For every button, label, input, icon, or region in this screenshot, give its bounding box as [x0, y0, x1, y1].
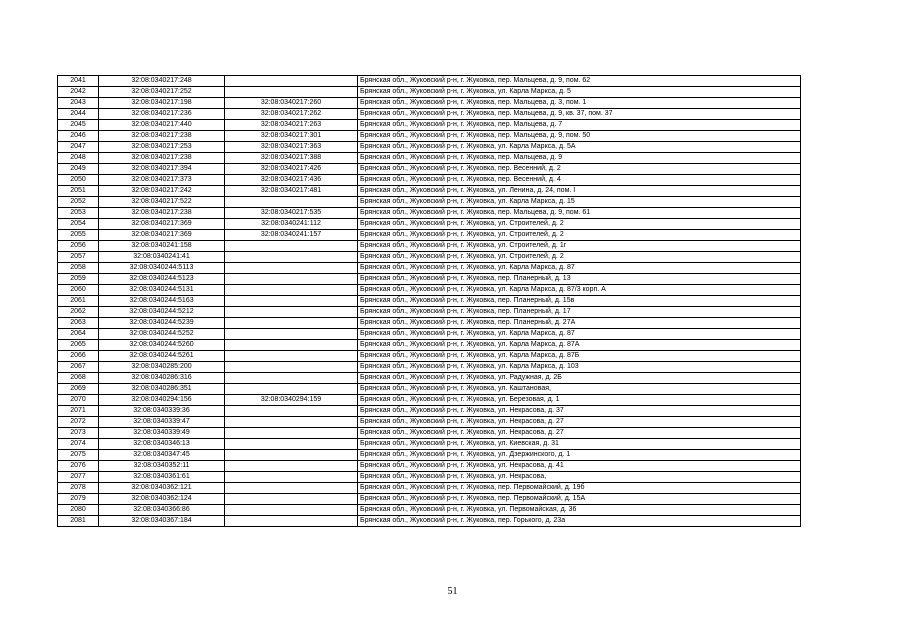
related-cadastral-number-cell — [225, 340, 358, 351]
table-row — [58, 307, 801, 318]
address-cell: Брянская обл., Жуковский р-н, г. Жуковка, пер. Весенний, д. 2 — [358, 164, 801, 175]
address-cell: Брянская обл., Жуковский р-н, г. Жуковка, ул. Карла Маркса, д. 87/3 корп. А — [358, 285, 801, 296]
related-cadastral-number-cell — [225, 252, 358, 263]
address-cell: Брянская обл., Жуковский р-н, г. Жуковка, пер. Планерный, д. 15в — [358, 296, 801, 307]
related-cadastral-number-cell — [225, 373, 358, 384]
related-cadastral-number-cell — [225, 87, 358, 98]
related-cadastral-number-cell — [225, 384, 358, 395]
table-row — [58, 263, 801, 274]
address-cell: Брянская обл., Жуковский р-н, г. Жуковка, ул. Строителей, д. 2 — [358, 219, 801, 230]
cadastral-number-cell: 32:08:0340217:440 — [99, 120, 225, 131]
table-row — [58, 461, 801, 472]
row-number-cell: 2049 — [58, 164, 99, 175]
cadastral-number-cell: 32:08:0340362:124 — [99, 494, 225, 505]
table-row — [58, 175, 801, 186]
row-number-cell: 2076 — [58, 461, 99, 472]
related-cadastral-number-cell — [225, 274, 358, 285]
related-cadastral-number-cell: 32:08:0340217:436 — [225, 175, 358, 186]
cadastral-number-cell: 32:08:0340339:36 — [99, 406, 225, 417]
row-number-cell: 2056 — [58, 241, 99, 252]
table-row — [58, 219, 801, 230]
cadastral-number-cell: 32:08:0340241:158 — [99, 241, 225, 252]
table-row — [58, 109, 801, 120]
table-row — [58, 230, 801, 241]
row-number-cell: 2079 — [58, 494, 99, 505]
row-number-cell: 2071 — [58, 406, 99, 417]
table-row — [58, 483, 801, 494]
related-cadastral-number-cell: 32:08:0340217:363 — [225, 142, 358, 153]
address-cell: Брянская обл., Жуковский р-н, г. Жуковка, ул. Некрасова, — [358, 472, 801, 483]
cadastral-number-cell: 32:08:0340217:253 — [99, 142, 225, 153]
cadastral-number-cell: 32:08:0340244:5163 — [99, 296, 225, 307]
cadastral-number-cell: 32:08:0340217:238 — [99, 208, 225, 219]
related-cadastral-number-cell — [225, 516, 358, 527]
address-cell: Брянская обл., Жуковский р-н, г. Жуковка, ул. Карла Маркса, д. 87 — [358, 329, 801, 340]
row-number-cell: 2073 — [58, 428, 99, 439]
cadastral-number-cell: 32:08:0340244:5131 — [99, 285, 225, 296]
related-cadastral-number-cell: 32:08:0340294:159 — [225, 395, 358, 406]
related-cadastral-number-cell: 32:08:0340217:388 — [225, 153, 358, 164]
table-row — [58, 186, 801, 197]
table-row — [58, 296, 801, 307]
address-cell: Брянская обл., Жуковский р-н, г. Жуковка, ул. Строителей, д. 1г — [358, 241, 801, 252]
row-number-cell: 2070 — [58, 395, 99, 406]
address-cell: Брянская обл., Жуковский р-н, г. Жуковка, пер. Планерный, д. 17 — [358, 307, 801, 318]
address-cell: Брянская обл., Жуковский р-н, г. Жуковка, пер. Первомайский, д. 19б — [358, 483, 801, 494]
related-cadastral-number-cell — [225, 362, 358, 373]
related-cadastral-number-cell: 32:08:0340217:426 — [225, 164, 358, 175]
row-number-cell: 2072 — [58, 417, 99, 428]
address-cell: Брянская обл., Жуковский р-н, г. Жуковка, ул. Карла Маркса, д. 5 — [358, 87, 801, 98]
row-number-cell: 2077 — [58, 472, 99, 483]
row-number-cell: 2081 — [58, 516, 99, 527]
row-number-cell: 2058 — [58, 263, 99, 274]
address-cell: Брянская обл., Жуковский р-н, г. Жуковка, пер. Мальцева, д. 9, пом. 50 — [358, 131, 801, 142]
address-cell: Брянская обл., Жуковский р-н, г. Жуковка, пер. Горького, д. 23а — [358, 516, 801, 527]
related-cadastral-number-cell: 32:08:0340217:481 — [225, 186, 358, 197]
related-cadastral-number-cell — [225, 318, 358, 329]
table-row — [58, 351, 801, 362]
registry-table — [57, 75, 801, 527]
table-row — [58, 516, 801, 527]
table-row — [58, 197, 801, 208]
cadastral-number-cell: 32:08:0340217:248 — [99, 76, 225, 87]
related-cadastral-number-cell: 32:08:0340217:263 — [225, 120, 358, 131]
address-cell: Брянская обл., Жуковский р-н, г. Жуковка, ул. Некрасова, д. 27 — [358, 417, 801, 428]
address-cell: Брянская обл., Жуковский р-н, г. Жуковка, пер. Мальцева, д. 7 — [358, 120, 801, 131]
row-number-cell: 2048 — [58, 153, 99, 164]
cadastral-number-cell: 32:08:0340362:121 — [99, 483, 225, 494]
cadastral-number-cell: 32:08:0340244:5113 — [99, 263, 225, 274]
cadastral-number-cell: 32:08:0340217:369 — [99, 230, 225, 241]
address-cell: Брянская обл., Жуковский р-н, г. Жуковка, пер. Планерный, д. 27А — [358, 318, 801, 329]
cadastral-number-cell: 32:08:0340217:198 — [99, 98, 225, 109]
cadastral-number-cell: 32:08:0340285:200 — [99, 362, 225, 373]
cadastral-number-cell: 32:08:0340286:316 — [99, 373, 225, 384]
cadastral-number-cell: 32:08:0340244:5261 — [99, 351, 225, 362]
table-row — [58, 395, 801, 406]
row-number-cell: 2075 — [58, 450, 99, 461]
related-cadastral-number-cell — [225, 428, 358, 439]
table-row — [58, 252, 801, 263]
table-row — [58, 362, 801, 373]
row-number-cell: 2051 — [58, 186, 99, 197]
address-cell: Брянская обл., Жуковский р-н, г. Жуковка, ул. Первомайская, д. 36 — [358, 505, 801, 516]
address-cell: Брянская обл., Жуковский р-н, г. Жуковка, ул. Киевская, д. 31 — [358, 439, 801, 450]
related-cadastral-number-cell — [225, 461, 358, 472]
related-cadastral-number-cell — [225, 417, 358, 428]
address-cell: Брянская обл., Жуковский р-н, г. Жуковка, пер. Мальцева, д. 9 — [358, 153, 801, 164]
related-cadastral-number-cell: 32:08:0340217:301 — [225, 131, 358, 142]
address-cell: Брянская обл., Жуковский р-н, г. Жуковка, пер. Планерный, д. 13 — [358, 274, 801, 285]
row-number-cell: 2050 — [58, 175, 99, 186]
related-cadastral-number-cell: 32:08:0340241:112 — [225, 219, 358, 230]
table-row — [58, 153, 801, 164]
cadastral-number-cell: 32:08:0340217:369 — [99, 219, 225, 230]
row-number-cell: 2042 — [58, 87, 99, 98]
related-cadastral-number-cell — [225, 329, 358, 340]
cadastral-number-cell: 32:08:0340294:156 — [99, 395, 225, 406]
related-cadastral-number-cell — [225, 307, 358, 318]
address-cell: Брянская обл., Жуковский р-н, г. Жуковка, пер. Мальцева, д. 9, пом. 61 — [358, 208, 801, 219]
table-row — [58, 98, 801, 109]
cadastral-number-cell: 32:08:0340244:5212 — [99, 307, 225, 318]
table-row — [58, 208, 801, 219]
cadastral-number-cell: 32:08:0340217:373 — [99, 175, 225, 186]
cadastral-number-cell: 32:08:0340217:242 — [99, 186, 225, 197]
address-cell: Брянская обл., Жуковский р-н, г. Жуковка, ул. Каштановая, — [358, 384, 801, 395]
registry-table-body — [58, 76, 801, 527]
cadastral-number-cell: 32:08:0340339:49 — [99, 428, 225, 439]
cadastral-number-cell: 32:08:0340286:351 — [99, 384, 225, 395]
row-number-cell: 2059 — [58, 274, 99, 285]
cadastral-number-cell: 32:08:0340217:238 — [99, 131, 225, 142]
table-row — [58, 76, 801, 87]
related-cadastral-number-cell — [225, 450, 358, 461]
related-cadastral-number-cell — [225, 263, 358, 274]
related-cadastral-number-cell — [225, 76, 358, 87]
address-cell: Брянская обл., Жуковский р-н, г. Жуковка, пер. Первомайский, д. 15А — [358, 494, 801, 505]
cadastral-number-cell: 32:08:0340244:5260 — [99, 340, 225, 351]
table-row — [58, 318, 801, 329]
related-cadastral-number-cell — [225, 494, 358, 505]
table-row — [58, 450, 801, 461]
row-number-cell: 2045 — [58, 120, 99, 131]
address-cell: Брянская обл., Жуковский р-н, г. Жуковка, ул. Радужная, д. 2Б — [358, 373, 801, 384]
row-number-cell: 2062 — [58, 307, 99, 318]
row-number-cell: 2053 — [58, 208, 99, 219]
table-row — [58, 417, 801, 428]
table-row — [58, 340, 801, 351]
related-cadastral-number-cell — [225, 285, 358, 296]
related-cadastral-number-cell: 32:08:0340217:535 — [225, 208, 358, 219]
address-cell: Брянская обл., Жуковский р-н, г. Жуковка, ул. Березовая, д. 1 — [358, 395, 801, 406]
address-cell: Брянская обл., Жуковский р-н, г. Жуковка, ул. Строителей, д. 2 — [358, 230, 801, 241]
cadastral-number-cell: 32:08:0340339:47 — [99, 417, 225, 428]
row-number-cell: 2080 — [58, 505, 99, 516]
address-cell: Брянская обл., Жуковский р-н, г. Жуковка, ул. Некрасова, д. 27 — [358, 428, 801, 439]
cadastral-number-cell: 32:08:0340217:394 — [99, 164, 225, 175]
row-number-cell: 2052 — [58, 197, 99, 208]
table-row — [58, 164, 801, 175]
cadastral-number-cell: 32:08:0340347:45 — [99, 450, 225, 461]
cadastral-number-cell: 32:08:0340244:5123 — [99, 274, 225, 285]
cadastral-number-cell: 32:08:0340217:522 — [99, 197, 225, 208]
table-row — [58, 87, 801, 98]
row-number-cell: 2043 — [58, 98, 99, 109]
cadastral-number-cell: 32:08:0340217:252 — [99, 87, 225, 98]
table-row — [58, 428, 801, 439]
row-number-cell: 2061 — [58, 296, 99, 307]
row-number-cell: 2046 — [58, 131, 99, 142]
cadastral-number-cell: 32:08:0340361:61 — [99, 472, 225, 483]
address-cell: Брянская обл., Жуковский р-н, г. Жуковка, пер. Мальцева, д. 3, пом. 1 — [358, 98, 801, 109]
cadastral-number-cell: 32:08:0340244:5252 — [99, 329, 225, 340]
address-cell: Брянская обл., Жуковский р-н, г. Жуковка, ул. Карла Маркса, д. 87Б — [358, 351, 801, 362]
row-number-cell: 2064 — [58, 329, 99, 340]
row-number-cell: 2055 — [58, 230, 99, 241]
row-number-cell: 2060 — [58, 285, 99, 296]
address-cell: Брянская обл., Жуковский р-н, г. Жуковка, ул. Карла Маркса, д. 5А — [358, 142, 801, 153]
table-row — [58, 406, 801, 417]
address-cell: Брянская обл., Жуковский р-н, г. Жуковка, ул. Карла Маркса, д. 103 — [358, 362, 801, 373]
cadastral-number-cell: 32:08:0340366:86 — [99, 505, 225, 516]
related-cadastral-number-cell — [225, 483, 358, 494]
table-row — [58, 505, 801, 516]
row-number-cell: 2068 — [58, 373, 99, 384]
related-cadastral-number-cell — [225, 241, 358, 252]
row-number-cell: 2078 — [58, 483, 99, 494]
cadastral-number-cell: 32:08:0340367:184 — [99, 516, 225, 527]
table-row — [58, 373, 801, 384]
cadastral-number-cell: 32:08:0340346:13 — [99, 439, 225, 450]
table-row — [58, 120, 801, 131]
table-row — [58, 142, 801, 153]
cadastral-number-cell: 32:08:0340217:236 — [99, 109, 225, 120]
table-row — [58, 241, 801, 252]
table-row — [58, 494, 801, 505]
row-number-cell: 2041 — [58, 76, 99, 87]
table-row — [58, 384, 801, 395]
row-number-cell: 2063 — [58, 318, 99, 329]
row-number-cell: 2047 — [58, 142, 99, 153]
row-number-cell: 2066 — [58, 351, 99, 362]
related-cadastral-number-cell — [225, 197, 358, 208]
address-cell: Брянская обл., Жуковский р-н, г. Жуковка, ул. Некрасова, д. 37 — [358, 406, 801, 417]
address-cell: Брянская обл., Жуковский р-н, г. Жуковка, пер. Мальцева, д. 9, пом. 62 — [358, 76, 801, 87]
table-row — [58, 439, 801, 450]
related-cadastral-number-cell — [225, 296, 358, 307]
row-number-cell: 2067 — [58, 362, 99, 373]
page-number: 51 — [447, 586, 458, 597]
table-row — [58, 285, 801, 296]
related-cadastral-number-cell — [225, 505, 358, 516]
row-number-cell: 2057 — [58, 252, 99, 263]
table-row — [58, 329, 801, 340]
cadastral-number-cell: 32:08:0340244:5239 — [99, 318, 225, 329]
address-cell: Брянская обл., Жуковский р-н, г. Жуковка, ул. Некрасова, д. 41 — [358, 461, 801, 472]
row-number-cell: 2069 — [58, 384, 99, 395]
table-row — [58, 472, 801, 483]
address-cell: Брянская обл., Жуковский р-н, г. Жуковка, ул. Карла Маркса, д. 15 — [358, 197, 801, 208]
cadastral-number-cell: 32:08:0340352:11 — [99, 461, 225, 472]
address-cell: Брянская обл., Жуковский р-н, г. Жуковка, пер. Мальцева, д. 9, кв. 37, пом. 37 — [358, 109, 801, 120]
address-cell: Брянская обл., Жуковский р-н, г. Жуковка, ул. Ленина, д. 24, пом. I — [358, 186, 801, 197]
related-cadastral-number-cell: 32:08:0340217:262 — [225, 109, 358, 120]
related-cadastral-number-cell — [225, 351, 358, 362]
cadastral-number-cell: 32:08:0340241:41 — [99, 252, 225, 263]
row-number-cell: 2044 — [58, 109, 99, 120]
row-number-cell: 2054 — [58, 219, 99, 230]
row-number-cell: 2065 — [58, 340, 99, 351]
table-row — [58, 274, 801, 285]
table-row — [58, 131, 801, 142]
related-cadastral-number-cell — [225, 439, 358, 450]
related-cadastral-number-cell — [225, 472, 358, 483]
address-cell: Брянская обл., Жуковский р-н, г. Жуковка, ул. Карла Маркса, д. 87А — [358, 340, 801, 351]
related-cadastral-number-cell: 32:08:0340217:260 — [225, 98, 358, 109]
related-cadastral-number-cell: 32:08:0340241:157 — [225, 230, 358, 241]
address-cell: Брянская обл., Жуковский р-н, г. Жуковка, пер. Весенний, д. 4 — [358, 175, 801, 186]
related-cadastral-number-cell — [225, 406, 358, 417]
address-cell: Брянская обл., Жуковский р-н, г. Жуковка, ул. Карла Маркса, д. 87 — [358, 263, 801, 274]
address-cell: Брянская обл., Жуковский р-н, г. Жуковка, ул. Дзержинского, д. 1 — [358, 450, 801, 461]
address-cell: Брянская обл., Жуковский р-н, г. Жуковка, ул. Строителей, д. 2 — [358, 252, 801, 263]
cadastral-number-cell: 32:08:0340217:238 — [99, 153, 225, 164]
row-number-cell: 2074 — [58, 439, 99, 450]
